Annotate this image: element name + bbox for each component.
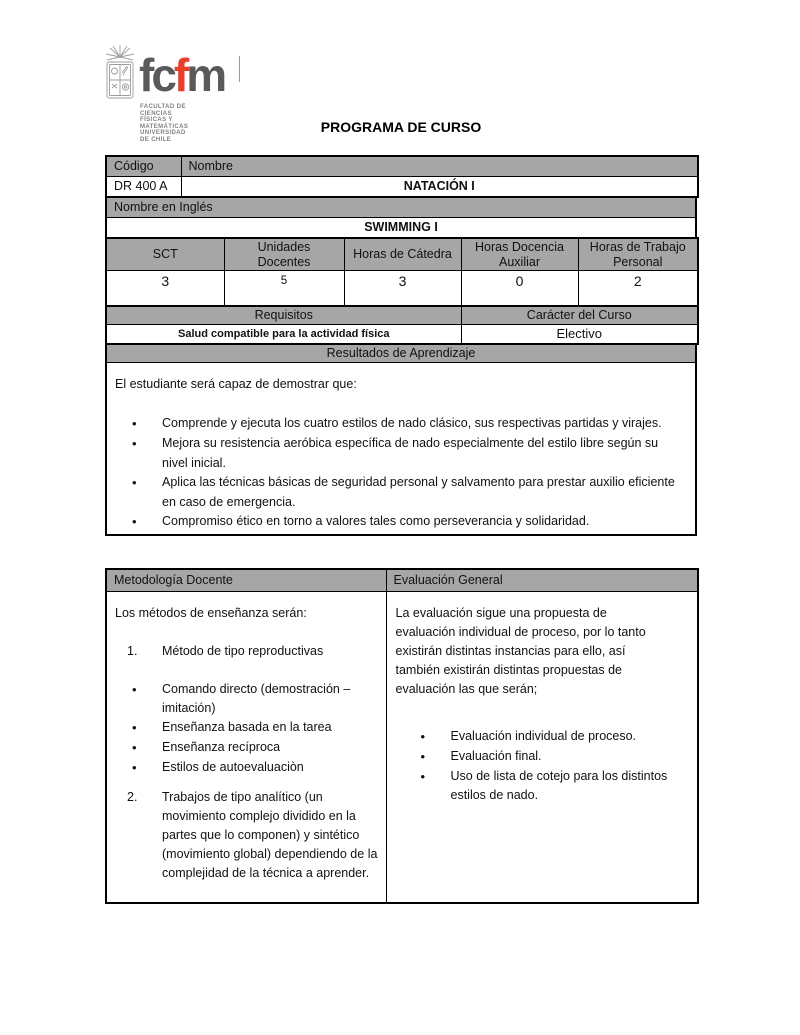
bullet-text: Aplica las técnicas básicas de seguridad personal y salvamento para prestar auxilio eficiente en caso de emergencia. (162, 475, 675, 509)
wordmark-gray-1: fc (139, 49, 174, 101)
horas-catedra-text: Horas de Cátedra (353, 247, 452, 262)
wordmark-red-f: f (173, 49, 187, 101)
codigo-value: DR 400 A (106, 176, 181, 197)
unidades-docentes-text: Unidades Docentes (257, 240, 311, 269)
bullet-text: Evaluación final. (450, 748, 542, 763)
nombre-header: Nombre (181, 156, 698, 176)
bullet-marker (107, 680, 162, 718)
codigo-header: Código (106, 156, 181, 176)
bullet-text: Mejora su resistencia aeróbica específica de nado especialmente del estilo libre según su nivel inicial. (162, 436, 659, 470)
horas-catedra-value: 3 (344, 271, 461, 306)
course-info-table (105, 155, 699, 536)
evaluacion-header: Evaluación General (386, 569, 698, 591)
bullet-text: Uso de lista de cotejo para los distintos estilos de nado. (450, 768, 668, 802)
bullet-item (107, 718, 386, 738)
horas-trabajo-personal-header (578, 238, 698, 271)
caption-line-2: FÍSICAS Y MATEMÁTICAS (140, 117, 189, 130)
bullet-item (387, 767, 698, 805)
horas-trabajo-personal-text: Horas de Trabajo Personal (589, 240, 686, 269)
item-number: 1. (127, 643, 138, 658)
table-row (106, 344, 696, 363)
table-row (106, 306, 698, 325)
bullet-text: Enseñanza basada en la tarea (162, 719, 332, 734)
bullet-text: Estilos de autoevaluaciòn (162, 759, 304, 774)
bullet-item (107, 680, 386, 718)
requisites-table (105, 305, 699, 345)
bullet-item (387, 747, 698, 767)
bullet-marker (387, 727, 451, 747)
metodologia-header: Metodología Docente (106, 569, 386, 591)
sct-header-text: SCT (152, 247, 178, 262)
nombre-ingles-value: SWIMMING I (106, 217, 696, 238)
nombre-ingles-header: Nombre en Inglés (106, 197, 696, 217)
table-row (106, 363, 696, 535)
bullet-item (387, 727, 698, 747)
bullet-item (107, 434, 691, 473)
fcfm-wordmark (139, 49, 225, 101)
horas-docencia-auxiliar-text: Horas Docencia Auxiliar (475, 240, 564, 269)
caracter-header: Carácter del Curso (461, 306, 698, 325)
horas-trabajo-personal-value: 2 (578, 271, 698, 306)
evaluacion-bullets (387, 727, 698, 805)
bullet-text: Comando directo (demostración – imitación) (162, 681, 351, 715)
horas-docencia-auxiliar-value: 0 (461, 271, 578, 306)
bullet-marker (107, 512, 162, 533)
university-crest-icon (103, 44, 137, 104)
sct-header (106, 238, 224, 271)
requisitos-value: Salud compatible para la actividad física (106, 325, 461, 344)
metodologia-bullets (107, 680, 386, 778)
table-row (106, 176, 698, 197)
resultados-header: Resultados de Aprendizaje (106, 344, 696, 363)
bullet-marker (387, 747, 451, 767)
requisitos-header: Requisitos (106, 306, 461, 325)
table-row (106, 197, 696, 217)
numbered-item-2 (107, 788, 386, 883)
wordmark-gray-2: m (186, 49, 225, 101)
bullet-item (107, 738, 386, 758)
evaluacion-intro: La evaluación sigue una propuesta de evaluación individual de proceso, por lo tanto existirán distintas instancias para ello, así también existirán distintas propuestas de evaluación las que serán; (395, 605, 646, 696)
item-text: Trabajos de tipo analítico (un movimiento complejo dividido en la partes que lo componen) y sintético (movimiento global) dependiendo de la complejidad de la técnica a aprender. (162, 789, 378, 880)
sct-value: 3 (106, 271, 224, 306)
bullet-marker (107, 718, 162, 738)
table-row (106, 217, 696, 238)
methodology-evaluation-table (105, 568, 699, 904)
bullet-marker (107, 738, 162, 758)
table-row (106, 591, 698, 903)
bullet-item (107, 473, 691, 512)
hours-table (105, 237, 699, 307)
bullet-marker (107, 434, 162, 473)
table-row (106, 569, 698, 591)
english-name-table (105, 196, 697, 239)
resultados-bullets (107, 414, 691, 533)
bullet-marker (107, 414, 162, 435)
unidades-docentes-value: 5 (224, 271, 344, 306)
metodologia-intro: Los métodos de enseñanza serán: (115, 605, 307, 620)
table-row (106, 271, 698, 306)
caption-line-1: FACULTAD DE CIENCIAS (140, 104, 186, 117)
metodologia-content (106, 591, 386, 903)
bullet-marker (107, 473, 162, 512)
bullet-marker (387, 767, 451, 805)
unidades-docentes-header (224, 238, 344, 271)
item-text: Método de tipo reproductivas (162, 643, 324, 658)
learning-results-table (105, 343, 697, 536)
wordmark-bar (239, 56, 240, 82)
item-number: 2. (127, 789, 138, 804)
bullet-marker (107, 758, 162, 778)
table-row (106, 156, 698, 176)
table-row (106, 325, 698, 344)
bullet-item (107, 758, 386, 778)
code-name-table (105, 155, 699, 198)
bullet-item (107, 414, 691, 435)
bullet-text: Comprende y ejecuta los cuatro estilos de nado clásico, sus respectivas partidas y virajes. (162, 415, 662, 430)
bullet-text: Compromiso ético en torno a valores tales como perseverancia y solidaridad. (162, 514, 590, 528)
resultados-content (106, 363, 696, 535)
resultados-intro: El estudiante será capaz de demostrar que: (115, 377, 357, 391)
bullet-text: Evaluación individual de proceso. (450, 728, 637, 743)
table-row (106, 238, 698, 271)
caption-line-3: UNIVERSIDAD DE CHILE (140, 130, 186, 143)
numbered-item-1 (107, 642, 386, 661)
page-title: PROGRAMA DE CURSO (320, 119, 482, 135)
horas-catedra-header (344, 238, 461, 271)
horas-docencia-auxiliar-header (461, 238, 578, 271)
bullet-text: Enseñanza recíproca (162, 739, 281, 754)
caracter-value: Electivo (461, 325, 698, 344)
evaluacion-content (386, 591, 698, 903)
bullet-item (107, 512, 691, 533)
nombre-value: NATACIÓN I (181, 176, 698, 197)
